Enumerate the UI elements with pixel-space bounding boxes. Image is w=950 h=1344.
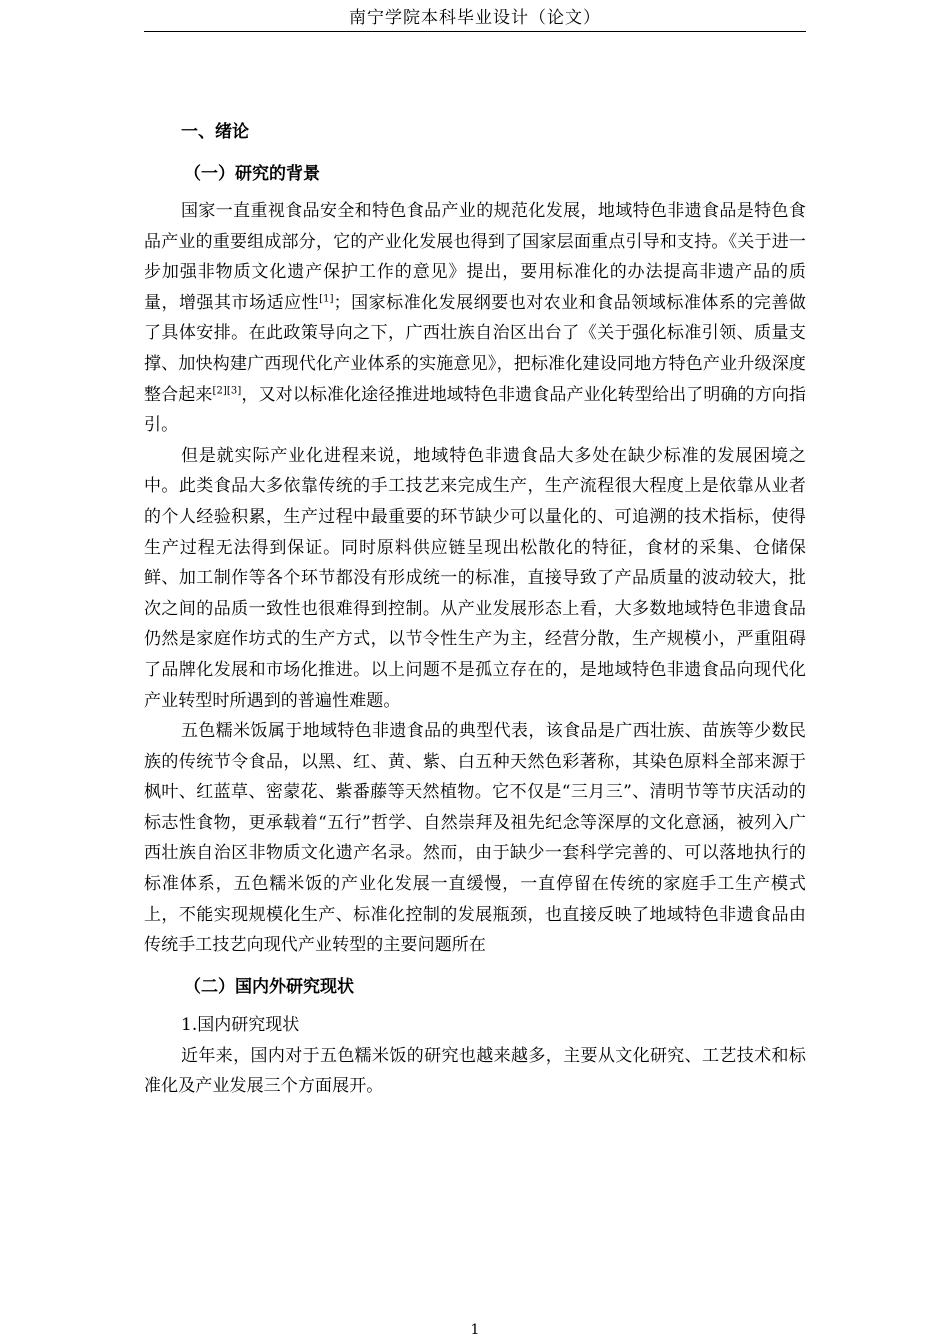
chapter-heading: 一、绪论 [181,122,249,142]
section-heading-research-status: （二）国内外研究现状 [184,976,354,997]
paragraph-policy-part-b: ；国家标准化发展纲要也对农业和食品领域标准体系的完善做了具体安排。在此政策导向之下，广西壮族自治区出台了《关于强化标准引领、质量支撑、加快构建广西现代化产业体系的实施意见》，把标准化建设同地方特色产业升级深度整合起来 [144,292,807,405]
paragraph-policy [144,196,806,441]
header-rule [144,31,806,32]
running-header: 南宁学院本科毕业设计（论文） [349,8,601,28]
paragraph-policy-part-a: 国家一直重视食品安全和特色食品产业的规范化发展，地域特色非遗食品是特色食品产业的重要组成部分，它的产业化发展也得到了国家层面重点引导和支持。《关于进一步加强非物质文化遗产保护工作的意见》提出，要用标准化的办法提高非遗产品的质量，增强其市场适应性 [144,201,806,313]
citation-2-3: [2][3] [212,384,242,396]
section-heading-background: （一）研究的背景 [184,164,320,184]
paragraph-domestic-research: 近年来，国内对于五色糯米饭的研究也越来越多，主要从文化研究、工艺技术和标准化及产业发展三个方面展开。 [144,1045,806,1097]
paragraph-five-color-rice: 五色糯米饭属于地域特色非遗食品的典型代表，该食品是广西壮族、苗族等少数民族的传统节令食品，以黑、红、黄、紫、白五种天然色彩著称，其染色原料全部来源于枫叶、红蓝草、密蒙花、紫番藤等天然植物。它不仅是“三月三”、清明节等节庆活动的标志性食物，更承载着“五行”哲学、自然崇拜及祖先纪念等深厚的文化意涵，被列入广西壮族自治区非物质文化遗产名录。然而，由于缺少一套科学完善的、可以落地执行的标准体系，五色糯米饭的产业化发展一直缓慢，一直停留在传统的家庭手工生产模式上，不能实现规模化生产、标准化控制的发展瓶颈，也直接反映了地域特色非遗食品由传统手工技艺向现代产业转型的主要问题所在 [144,721,806,956]
subsection-heading-domestic: 1.国内研究现状 [181,1014,300,1035]
paragraph-problems: 但是就实际产业化进程来说，地域特色非遗食品大多处在缺少标准的发展困境之中。此类食品大多依靠传统的手工技艺来完成生产，生产流程很大程度上是依靠从业者的个人经验积累，生产过程中最重要的环节缺少可以量化的、可追溯的技术指标，使得生产过程无法得到保证。同时原料供应链呈现出松散化的特征，食材的采集、仓储保鲜、加工制作等各个环节都没有形成统一的标准，直接导致了产品质量的波动较大，批次之间的品质一致性也很难得到控制。从产业发展形态上看，大多数地域特色非遗食品仍然是家庭作坊式的生产方式，以节令性生产为主，经营分散，生产规模小，严重阻碍了品牌化发展和市场化推进。以上问题不是孤立存在的，是地域特色非遗食品向现代化产业转型时所遇到的普遍性难题。 [144,445,806,711]
paragraph-policy-part-c: ，又对以标准化途径推进地域特色非遗食品产业化转型给出了明确的方向指引。 [144,384,806,436]
citation-1: [1] [319,293,334,305]
page-body [144,116,806,1102]
page-number: 1 [470,1322,480,1338]
